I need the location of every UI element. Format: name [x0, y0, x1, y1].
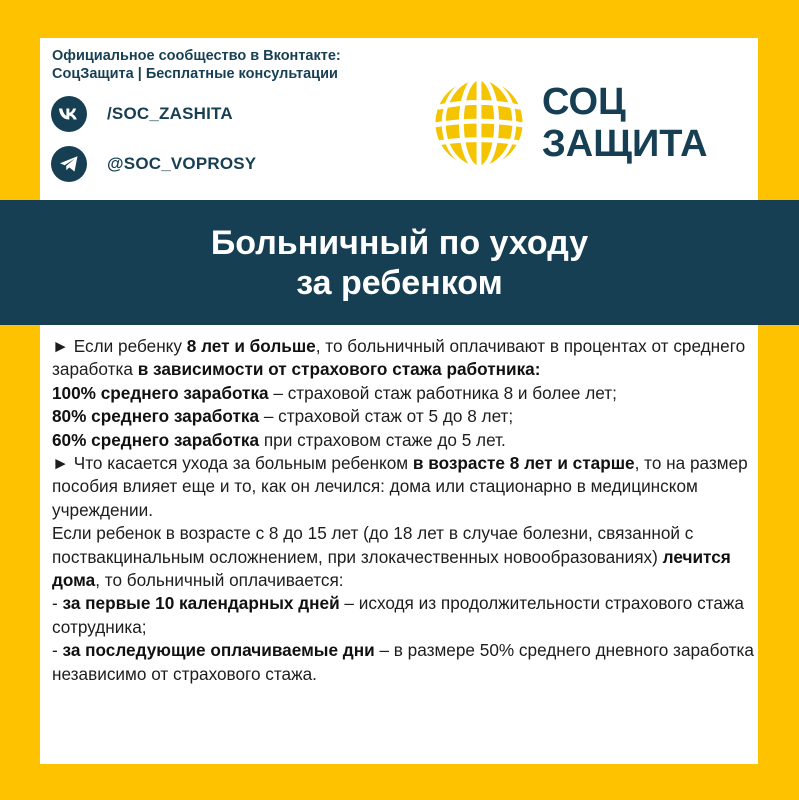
community-caption — [52, 48, 341, 83]
logo-line-2: ЗАЩИТА — [542, 123, 708, 165]
text-span: , то больничный оплачивается: — [95, 570, 344, 591]
text-span: , то больничный оплачивают в процентах от среднего заработка — [52, 336, 746, 380]
text-span: Если ребенок в возрасте с 8 до 15 лет (до 18 лет в случае болезни, связанной с поствакцинальным осложнением, при злокачественных новообразованиях) — [52, 523, 694, 567]
text-span: ► Если ребенку — [52, 336, 187, 356]
paragraph-60-percent — [52, 429, 756, 452]
article-body — [52, 335, 756, 686]
text-span: при страховом стаже до 5 лет. — [259, 429, 506, 450]
paragraph-age-8-plus — [52, 335, 756, 382]
logo-wordmark — [542, 81, 708, 165]
text-span: – страховой стаж от 5 до 8 лет; — [259, 406, 514, 427]
text-span: , то на размер пособия влияет еще и то, как он лечился: дома или стационарно в медицинском учреждении. — [52, 453, 748, 520]
text-span: - — [52, 593, 63, 614]
globe-logo-icon — [430, 74, 528, 172]
text-span: – исходя из продолжительности страхового стажа сотрудника; — [52, 593, 744, 637]
vk-link[interactable] — [51, 96, 233, 132]
header-panel — [40, 38, 758, 200]
paragraph-care-sick-child — [52, 452, 756, 522]
bold-span: за первые 10 календарных дней — [62, 593, 340, 614]
bold-span: 100% среднего заработка — [52, 382, 269, 403]
text-span: – в размере 50% среднего дневного заработка независимо от страхового стажа. — [52, 640, 754, 684]
soc-zashita-logo — [430, 74, 708, 172]
telegram-icon — [51, 146, 87, 182]
logo-line-1: СОЦ — [542, 81, 626, 123]
title-band — [0, 200, 799, 325]
bold-span: в зависимости от страхового стажа работника: — [137, 359, 541, 380]
vk-handle: /SOC_ZASHITA — [107, 104, 233, 123]
title-line-1: Больничный по уходу — [210, 223, 589, 262]
bold-span: за последующие оплачиваемые дни — [62, 640, 375, 661]
community-line-2: СоцЗащита | Бесплатные консультации — [52, 65, 338, 82]
vk-icon — [51, 96, 87, 132]
bold-span: 8 лет и больше — [186, 336, 316, 356]
bold-span: в возрасте 8 лет и старше — [412, 453, 635, 474]
paragraph-80-percent — [52, 405, 756, 428]
bold-span: лечится дома — [52, 546, 731, 591]
community-line-1: Официальное сообщество в Вконтакте: — [52, 48, 341, 64]
text-span: ► Что касается ухода за больным ребенком — [52, 453, 413, 474]
text-span: – страховой стаж работника 8 и более лет; — [268, 382, 617, 403]
paragraph-100-percent — [52, 382, 756, 405]
paragraph-first-10-days — [52, 592, 756, 639]
telegram-link[interactable] — [51, 146, 256, 182]
bold-span: 60% среднего заработка — [52, 429, 260, 450]
text-span: - — [52, 640, 63, 661]
page-title — [211, 223, 588, 303]
telegram-handle: @SOC_VOPROSY — [107, 154, 257, 173]
title-line-2: за ребенком — [296, 263, 503, 302]
content-panel — [40, 325, 758, 764]
paragraph-following-days — [52, 639, 756, 686]
bold-span: 80% среднего заработка — [52, 406, 260, 427]
paragraph-home-treatment — [52, 522, 756, 592]
